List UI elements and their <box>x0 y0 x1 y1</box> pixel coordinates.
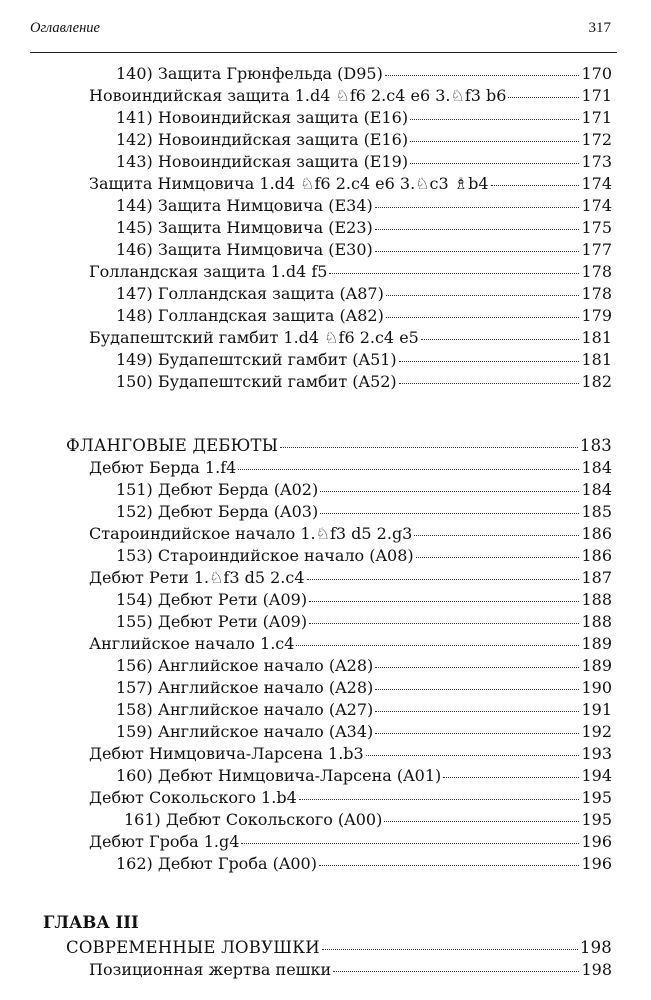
dot-leader <box>410 141 579 142</box>
toc-variation-row[interactable] <box>116 151 612 173</box>
toc-entry-page: 195 <box>581 810 612 829</box>
dot-leader <box>384 821 579 822</box>
toc-entry-page: 173 <box>581 152 612 171</box>
toc-entry-page: 181 <box>581 328 612 347</box>
toc-entry-page: 188 <box>581 590 612 609</box>
toc-entry-label: Будапештский гамбит 1.d4 ♘f6 2.c4 e5 <box>89 328 419 347</box>
dot-leader <box>333 971 579 972</box>
toc-entry-label: Дебют Берда 1.f4 <box>89 458 237 477</box>
dot-leader <box>299 799 580 800</box>
dot-leader <box>320 491 579 492</box>
dot-leader <box>399 383 580 384</box>
toc-entry-label: 141) Новоиндийская защита (E16) <box>116 108 409 127</box>
dot-leader <box>385 75 580 76</box>
toc-opening-row[interactable] <box>89 457 612 479</box>
toc-entry-page: 184 <box>581 458 612 477</box>
header-rule <box>30 52 617 53</box>
toc-opening-row[interactable] <box>89 787 612 809</box>
toc-entry-label: Защита Нимцовича 1.d4 ♘f6 2.c4 e6 3.♘c3 ♗b4 <box>89 174 489 193</box>
toc-entry-page: 189 <box>581 656 612 675</box>
toc-variation-row[interactable] <box>116 63 612 85</box>
toc-entry-page: 174 <box>581 196 612 215</box>
toc-entry-page: 175 <box>581 218 612 237</box>
toc-entry-page: 193 <box>581 744 612 763</box>
toc-variation-row[interactable] <box>116 721 612 743</box>
dot-leader <box>416 557 580 558</box>
dot-leader <box>375 711 579 712</box>
toc-entry-page: 181 <box>581 350 612 369</box>
toc-entry-label: Новоиндийская защита 1.d4 ♘f6 2.c4 e6 3.♘f3 b6 <box>89 86 507 105</box>
dot-leader <box>366 755 580 756</box>
toc-entry-page: 198 <box>581 960 612 979</box>
toc-entry-page: 172 <box>581 130 612 149</box>
dot-leader <box>322 949 578 950</box>
toc-entry-label: ФЛАНГОВЫЕ ДЕБЮТЫ <box>66 436 279 455</box>
toc-entry-label: Английское начало 1.c4 <box>89 634 295 653</box>
toc-variation-row[interactable] <box>116 655 612 677</box>
toc-opening-row[interactable] <box>89 633 612 655</box>
toc-entry-label: Дебют Сокольского 1.b4 <box>89 788 297 807</box>
dot-leader <box>421 339 580 340</box>
toc-variation-row[interactable] <box>124 809 612 831</box>
toc-entry-label: СОВРЕМЕННЫЕ ЛОВУШКИ <box>66 938 320 957</box>
toc-opening-row[interactable] <box>89 85 612 107</box>
dot-leader <box>410 119 579 120</box>
dot-leader <box>319 865 579 866</box>
toc-entry-page: 186 <box>581 524 612 543</box>
toc-variation-row[interactable] <box>116 283 612 305</box>
dot-leader <box>309 601 579 602</box>
dot-leader <box>375 689 579 690</box>
toc-entry-label: 161) Дебют Сокольского (A00) <box>124 810 383 829</box>
toc-entry-page: 178 <box>581 284 612 303</box>
dot-leader <box>309 623 579 624</box>
toc-entry-page: 186 <box>581 546 612 565</box>
toc-variation-row[interactable] <box>116 195 612 217</box>
toc-variation-row[interactable] <box>116 853 612 875</box>
dot-leader <box>238 469 579 470</box>
toc-entry-label: 147) Голландская защита (A87) <box>116 284 384 303</box>
toc-entry-label: 153) Староиндийское начало (A08) <box>116 546 414 565</box>
toc-entry-label: 146) Защита Нимцовича (E30) <box>116 240 373 259</box>
dot-leader <box>443 777 579 778</box>
dot-leader <box>386 295 580 296</box>
toc-entry-page: 177 <box>581 240 612 259</box>
toc-entry-page: 171 <box>581 108 612 127</box>
page-number: 317 <box>588 20 611 36</box>
dot-leader <box>280 447 578 448</box>
toc-entry-page: 191 <box>581 700 612 719</box>
toc-entry-label: 152) Дебют Берда (A03) <box>116 502 319 521</box>
toc-entry-label: 143) Новоиндийская защита (E19) <box>116 152 409 171</box>
toc-opening-row[interactable] <box>89 261 612 283</box>
toc-variation-row[interactable] <box>116 699 612 721</box>
toc-entry-label: Дебют Гроба 1.g4 <box>89 832 240 851</box>
dot-leader <box>375 207 580 208</box>
toc-entry-page: 185 <box>581 502 612 521</box>
toc-entry-label: 162) Дебют Гроба (A00) <box>116 854 317 873</box>
toc-opening-row[interactable] <box>89 523 612 545</box>
dot-leader <box>375 251 580 252</box>
dot-leader <box>375 229 580 230</box>
dot-leader <box>414 535 579 536</box>
toc-entry-label: 150) Будапештский гамбит (A52) <box>116 372 397 391</box>
dot-leader <box>375 667 579 668</box>
toc-variation-row[interactable] <box>116 217 612 239</box>
toc-variation-row[interactable] <box>116 107 612 129</box>
toc-opening-row[interactable] <box>89 327 612 349</box>
toc-entry-page: 184 <box>581 480 612 499</box>
toc-variation-row[interactable] <box>116 545 612 567</box>
dot-leader <box>508 97 579 98</box>
toc-section-row[interactable] <box>66 435 612 457</box>
dot-leader <box>410 163 579 164</box>
toc-variation-row[interactable] <box>116 305 612 327</box>
toc-entry-page: 196 <box>581 832 612 851</box>
dot-leader <box>296 645 579 646</box>
toc-section-row[interactable] <box>66 937 612 959</box>
toc-entry-page: 183 <box>579 436 612 455</box>
toc-entry-label: Голландская защита 1.d4 f5 <box>89 262 328 281</box>
toc-entry-page: 188 <box>581 612 612 631</box>
dot-leader <box>399 361 580 362</box>
toc-entry-label: 148) Голландская защита (A82) <box>116 306 384 325</box>
toc-opening-row[interactable] <box>89 567 612 589</box>
running-header <box>30 20 611 46</box>
toc-entry-page: 198 <box>579 938 612 957</box>
toc-entry-page: 178 <box>581 262 612 281</box>
toc-variation-row[interactable] <box>116 765 612 787</box>
toc-variation-row[interactable] <box>116 589 612 611</box>
toc-entry-page: 194 <box>581 766 612 785</box>
toc-entry-page: 196 <box>581 854 612 873</box>
toc-entry-page: 192 <box>581 722 612 741</box>
toc-entry-page: 187 <box>581 568 612 587</box>
toc-variation-row[interactable] <box>116 611 612 633</box>
toc-entry-page: 174 <box>581 174 612 193</box>
toc-entry-label: 145) Защита Нимцовича (E23) <box>116 218 373 237</box>
toc-entry-label: 157) Английское начало (A28) <box>116 678 374 697</box>
dot-leader <box>307 579 580 580</box>
toc-variation-row[interactable] <box>116 239 612 261</box>
running-header-title: Оглавление <box>30 20 100 36</box>
toc-entry-label: 160) Дебют Нимцовича-Ларсена (A01) <box>116 766 442 785</box>
toc-entry-page: 170 <box>581 64 612 83</box>
toc-entry-label: 151) Дебют Берда (A02) <box>116 480 319 499</box>
toc-opening-row[interactable] <box>89 743 612 765</box>
chapter-heading: ГЛАВА III <box>43 913 139 932</box>
toc-entry-page: 179 <box>581 306 612 325</box>
dot-leader <box>241 843 579 844</box>
dot-leader <box>386 317 580 318</box>
toc-entry-label: 140) Защита Грюнфельда (D95) <box>116 64 383 83</box>
toc-entry-label: Позиционная жертва пешки <box>89 960 332 979</box>
toc-entry-label: Дебют Рети 1.♘f3 d5 2.c4 <box>89 568 305 587</box>
dot-leader <box>329 273 579 274</box>
toc-entry-page: 189 <box>581 634 612 653</box>
dot-leader <box>375 733 579 734</box>
toc-variation-row[interactable] <box>116 129 612 151</box>
toc-entry-label: Дебют Нимцовича-Ларсена 1.b3 <box>89 744 364 763</box>
toc-opening-row[interactable] <box>89 959 612 981</box>
toc-opening-row[interactable] <box>89 831 612 853</box>
toc-entry-label: 144) Защита Нимцовича (E34) <box>116 196 373 215</box>
toc-entry-label: 155) Дебют Рети (A09) <box>116 612 308 631</box>
toc-entry-label: 142) Новоиндийская защита (E16) <box>116 130 409 149</box>
toc-entry-label: 154) Дебют Рети (A09) <box>116 590 308 609</box>
toc-variation-row[interactable] <box>116 479 612 501</box>
toc-entry-label: 158) Английское начало (A27) <box>116 700 374 719</box>
toc-variation-row[interactable] <box>116 371 612 393</box>
toc-entry-label: 149) Будапештский гамбит (A51) <box>116 350 397 369</box>
toc-opening-row[interactable] <box>89 173 612 195</box>
toc-entry-label: Староиндийское начало 1.♘f3 d5 2.g3 <box>89 524 413 543</box>
toc-entry-page: 182 <box>581 372 612 391</box>
toc-variation-row[interactable] <box>116 677 612 699</box>
toc-entry-page: 190 <box>581 678 612 697</box>
toc-entry-page: 195 <box>581 788 612 807</box>
toc-variation-row[interactable] <box>116 501 612 523</box>
dot-leader <box>320 513 579 514</box>
dot-leader <box>491 185 580 186</box>
toc-entry-label: 159) Английское начало (A34) <box>116 722 374 741</box>
toc-variation-row[interactable] <box>116 349 612 371</box>
toc-entry-label: 156) Английское начало (A28) <box>116 656 374 675</box>
toc-entry-page: 171 <box>581 86 612 105</box>
